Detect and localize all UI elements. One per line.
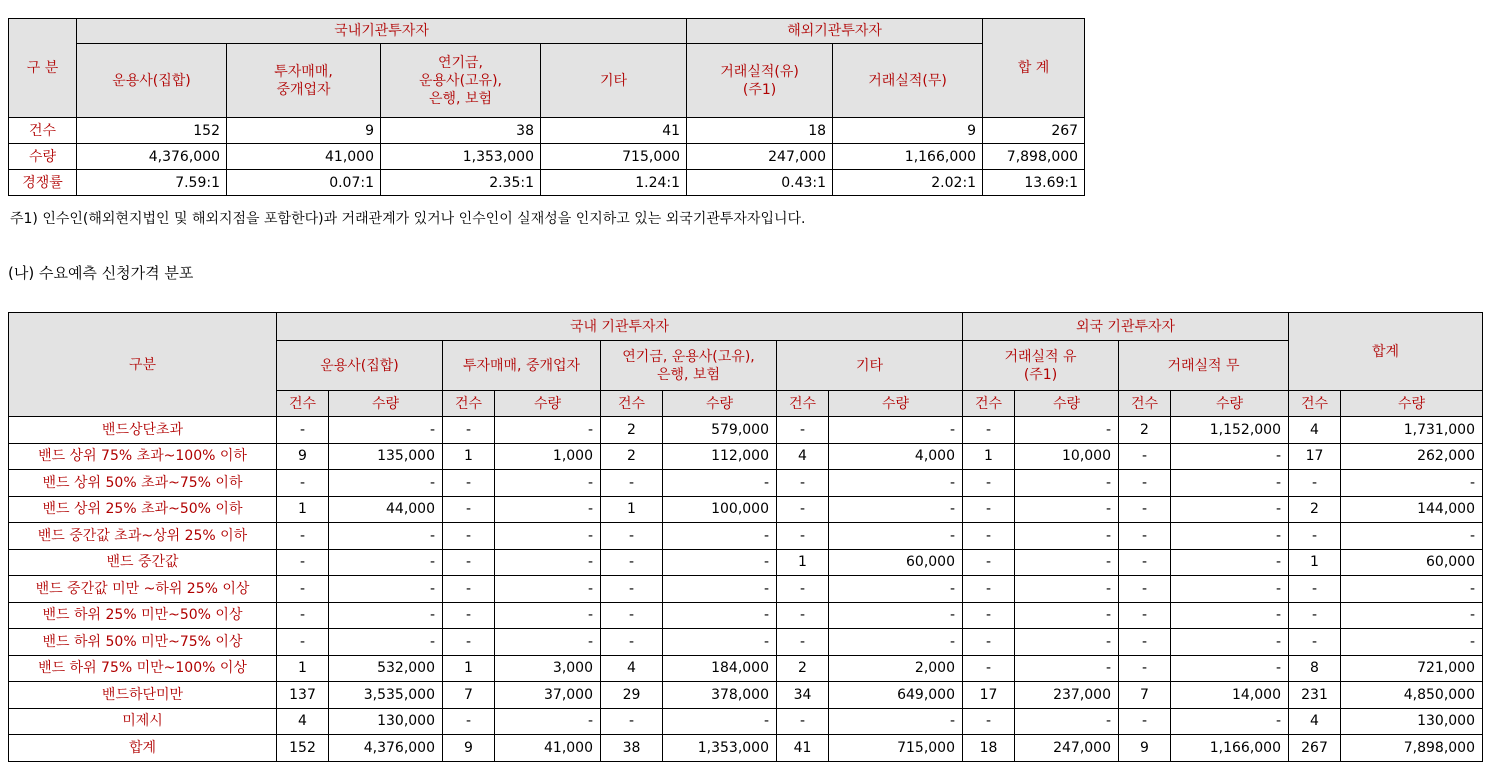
value-cell: - (1015, 629, 1119, 656)
value-cell: - (277, 602, 329, 629)
value-cell: - (1289, 523, 1341, 550)
value-cell: 0.07:1 (227, 170, 381, 196)
value-cell: 267 (983, 118, 1085, 144)
value-cell: - (1119, 549, 1171, 576)
header-line: 투자매매, (274, 63, 333, 80)
value-cell: 1.24:1 (541, 170, 687, 196)
value-cell: - (829, 708, 963, 735)
value-cell: - (829, 523, 963, 550)
value-cell: 38 (381, 118, 541, 144)
price-distribution-table (8, 312, 1483, 762)
value-cell: - (1015, 549, 1119, 576)
header-line: 은행, 보험 (657, 366, 720, 383)
value-cell: 2,000 (829, 655, 963, 682)
value-cell: - (1171, 470, 1289, 497)
row-label: 밴드 중간값 미만 ~하위 25% 이상 (9, 576, 277, 603)
value-cell: 579,000 (663, 417, 777, 444)
value-cell: 184,000 (663, 655, 777, 682)
row-label: 건수 (9, 118, 77, 144)
value-cell: 247,000 (1015, 735, 1119, 762)
value-cell: - (443, 708, 495, 735)
value-cell: - (663, 470, 777, 497)
header-qty: 수량 (1015, 391, 1119, 417)
value-cell: 7,898,000 (1341, 735, 1483, 762)
value-cell: 1 (777, 549, 829, 576)
value-cell: - (829, 417, 963, 444)
value-cell: - (1119, 576, 1171, 603)
header-line: 연기금, 운용사(고유), (622, 348, 755, 365)
header-foreign-investors: 해외기관투자자 (687, 19, 983, 44)
value-cell: - (777, 470, 829, 497)
table-row (9, 549, 1483, 576)
value-cell: - (443, 523, 495, 550)
value-cell: - (663, 629, 777, 656)
value-cell: 9 (443, 735, 495, 762)
header-line: 거래실적(유) (720, 63, 799, 80)
value-cell: 237,000 (1015, 682, 1119, 709)
header-gubun: 구분 (9, 313, 277, 417)
row-label: 밴드 상위 50% 초과~75% 이하 (9, 470, 277, 497)
header-line: (주1) (1023, 366, 1058, 383)
value-cell: 4 (277, 708, 329, 735)
value-cell: 4 (1289, 708, 1341, 735)
value-cell: 152 (277, 735, 329, 762)
value-cell: - (829, 496, 963, 523)
value-cell: 4 (1289, 417, 1341, 444)
value-cell: - (443, 629, 495, 656)
value-cell: 9 (277, 443, 329, 470)
value-cell: - (1341, 470, 1483, 497)
value-cell: 1 (277, 655, 329, 682)
row-label: 밴드 상위 75% 초과~100% 이하 (9, 443, 277, 470)
header-group-4 (963, 341, 1119, 391)
row-label: 밴드 중간값 (9, 549, 277, 576)
value-cell: 7 (443, 682, 495, 709)
value-cell: 38 (601, 735, 663, 762)
header-domestic-investors: 국내 기관투자자 (277, 313, 963, 341)
value-cell: 2.35:1 (381, 170, 541, 196)
value-cell: - (443, 602, 495, 629)
value-cell: - (329, 602, 443, 629)
value-cell: - (777, 629, 829, 656)
value-cell: - (1171, 523, 1289, 550)
value-cell: - (1015, 470, 1119, 497)
header-sub-3 (541, 44, 687, 118)
value-cell: 41 (541, 118, 687, 144)
footnote: 주1) 인수인(해외현지법인 및 해외지점을 포함한다)과 거래관계가 있거나 인수인이 실재성을 인지하고 있는 외국기관투자자입니다. (10, 211, 806, 227)
value-cell: - (1171, 602, 1289, 629)
value-cell: - (495, 602, 601, 629)
value-cell: 9 (227, 118, 381, 144)
header-line: 운용사(집합) (320, 357, 399, 374)
value-cell: - (329, 629, 443, 656)
section-title: (나) 수요예측 신청가격 분포 (8, 264, 194, 282)
value-cell: - (329, 549, 443, 576)
value-cell: - (1119, 602, 1171, 629)
value-cell: - (1289, 629, 1341, 656)
value-cell: - (1341, 602, 1483, 629)
header-count: 건수 (963, 391, 1015, 417)
header-sub-1 (227, 44, 381, 118)
value-cell: 1 (1289, 549, 1341, 576)
value-cell: 34 (777, 682, 829, 709)
table-row (9, 682, 1483, 709)
value-cell: 41,000 (495, 735, 601, 762)
value-cell: - (1171, 708, 1289, 735)
value-cell: 2 (1289, 496, 1341, 523)
value-cell: 41,000 (227, 144, 381, 170)
table-row (9, 170, 1085, 196)
value-cell: - (963, 417, 1015, 444)
table-row (9, 576, 1483, 603)
table-row (9, 708, 1483, 735)
value-cell: - (777, 576, 829, 603)
value-cell: - (277, 523, 329, 550)
table-row (9, 417, 1483, 444)
value-cell: 137 (277, 682, 329, 709)
table-row (9, 496, 1483, 523)
header-qty: 수량 (829, 391, 963, 417)
value-cell: 4,376,000 (77, 144, 227, 170)
value-cell: - (777, 602, 829, 629)
value-cell: 2 (601, 443, 663, 470)
value-cell: - (495, 549, 601, 576)
header-total: 합계 (1289, 313, 1483, 391)
value-cell: 144,000 (1341, 496, 1483, 523)
value-cell: - (601, 549, 663, 576)
header-group-2 (601, 341, 777, 391)
value-cell: - (495, 470, 601, 497)
value-cell: - (1119, 523, 1171, 550)
value-cell: 135,000 (329, 443, 443, 470)
value-cell: 1,353,000 (663, 735, 777, 762)
value-cell: 378,000 (663, 682, 777, 709)
value-cell: 4 (777, 443, 829, 470)
value-cell: - (443, 549, 495, 576)
header-sub-5 (833, 44, 983, 118)
value-cell: - (443, 576, 495, 603)
header-qty: 수량 (329, 391, 443, 417)
value-cell: - (1119, 655, 1171, 682)
competition-summary-table (8, 18, 1085, 196)
value-cell: 1,166,000 (833, 144, 983, 170)
value-cell: - (277, 470, 329, 497)
value-cell: - (1341, 576, 1483, 603)
value-cell: - (1289, 576, 1341, 603)
table-row (9, 144, 1085, 170)
value-cell: - (1171, 443, 1289, 470)
value-cell: 1 (277, 496, 329, 523)
header-count: 건수 (1119, 391, 1171, 417)
value-cell: - (329, 523, 443, 550)
value-cell: - (1015, 655, 1119, 682)
value-cell: 2 (601, 417, 663, 444)
value-cell: 1,152,000 (1171, 417, 1289, 444)
value-cell: 18 (963, 735, 1015, 762)
value-cell: - (1015, 417, 1119, 444)
value-cell: 13.69:1 (983, 170, 1085, 196)
value-cell: 4,850,000 (1341, 682, 1483, 709)
value-cell: - (495, 708, 601, 735)
value-cell: - (663, 602, 777, 629)
value-cell: - (601, 523, 663, 550)
value-cell: - (277, 549, 329, 576)
value-cell: - (963, 708, 1015, 735)
row-label: 밴드 상위 25% 초과~50% 이하 (9, 496, 277, 523)
value-cell: 18 (687, 118, 833, 144)
value-cell: - (829, 629, 963, 656)
value-cell: 4,000 (829, 443, 963, 470)
value-cell: - (663, 523, 777, 550)
header-qty: 수량 (663, 391, 777, 417)
value-cell: 721,000 (1341, 655, 1483, 682)
row-label: 합계 (9, 735, 277, 762)
value-cell: - (829, 470, 963, 497)
row-label: 밴드 하위 50% 미만~75% 이상 (9, 629, 277, 656)
value-cell: - (601, 470, 663, 497)
value-cell: 262,000 (1341, 443, 1483, 470)
value-cell: - (963, 655, 1015, 682)
row-label: 미제시 (9, 708, 277, 735)
value-cell: 14,000 (1171, 682, 1289, 709)
header-sub-2 (381, 44, 541, 118)
value-cell: 152 (77, 118, 227, 144)
value-cell: - (663, 708, 777, 735)
value-cell: 1,000 (495, 443, 601, 470)
row-label: 밴드 하위 25% 미만~50% 이상 (9, 602, 277, 629)
row-label: 밴드하단미만 (9, 682, 277, 709)
header-group-1 (443, 341, 601, 391)
value-cell: - (277, 576, 329, 603)
value-cell: 2 (777, 655, 829, 682)
value-cell: 3,535,000 (329, 682, 443, 709)
value-cell: 130,000 (1341, 708, 1483, 735)
value-cell: - (443, 496, 495, 523)
value-cell: 3,000 (495, 655, 601, 682)
value-cell: - (1119, 496, 1171, 523)
value-cell: 715,000 (829, 735, 963, 762)
value-cell: - (329, 470, 443, 497)
table-row (9, 602, 1483, 629)
row-label: 밴드 중간값 초과~상위 25% 이하 (9, 523, 277, 550)
value-cell: - (601, 708, 663, 735)
table-row (9, 735, 1483, 762)
value-cell: 112,000 (663, 443, 777, 470)
value-cell: - (1171, 549, 1289, 576)
value-cell: 267 (1289, 735, 1341, 762)
table-row (9, 443, 1483, 470)
value-cell: - (1171, 496, 1289, 523)
value-cell: - (1289, 470, 1341, 497)
header-sub-0 (77, 44, 227, 118)
header-qty: 수량 (1171, 391, 1289, 417)
value-cell: - (777, 417, 829, 444)
value-cell: 715,000 (541, 144, 687, 170)
value-cell: 247,000 (687, 144, 833, 170)
value-cell: - (963, 470, 1015, 497)
value-cell: - (495, 496, 601, 523)
value-cell: - (963, 523, 1015, 550)
value-cell: - (963, 629, 1015, 656)
row-label: 경쟁률 (9, 170, 77, 196)
value-cell: 1 (963, 443, 1015, 470)
value-cell: - (329, 576, 443, 603)
value-cell: - (1289, 602, 1341, 629)
header-line: 중개업자 (276, 81, 331, 98)
value-cell: - (663, 549, 777, 576)
header-sub-4 (687, 44, 833, 118)
value-cell: 1,353,000 (381, 144, 541, 170)
value-cell: 100,000 (663, 496, 777, 523)
value-cell: 44,000 (329, 496, 443, 523)
value-cell: - (1171, 655, 1289, 682)
value-cell: - (1119, 708, 1171, 735)
value-cell: 37,000 (495, 682, 601, 709)
header-line: 거래실적 무 (1167, 357, 1240, 374)
value-cell: - (1015, 523, 1119, 550)
value-cell: 4,376,000 (329, 735, 443, 762)
table-row (9, 118, 1085, 144)
value-cell: 649,000 (829, 682, 963, 709)
value-cell: 2 (1119, 417, 1171, 444)
header-total: 합 계 (983, 19, 1085, 118)
value-cell: 0.43:1 (687, 170, 833, 196)
value-cell: - (963, 549, 1015, 576)
header-qty: 수량 (495, 391, 601, 417)
value-cell: - (601, 602, 663, 629)
value-cell: - (1171, 576, 1289, 603)
value-cell: 130,000 (329, 708, 443, 735)
value-cell: 17 (1289, 443, 1341, 470)
value-cell: - (495, 417, 601, 444)
row-label: 수량 (9, 144, 77, 170)
value-cell: 231 (1289, 682, 1341, 709)
value-cell: 10,000 (1015, 443, 1119, 470)
header-count: 건수 (777, 391, 829, 417)
value-cell: 60,000 (829, 549, 963, 576)
value-cell: - (495, 523, 601, 550)
value-cell: 532,000 (329, 655, 443, 682)
value-cell: - (963, 576, 1015, 603)
value-cell: 41 (777, 735, 829, 762)
value-cell: - (963, 602, 1015, 629)
header-line: (주1) (742, 81, 777, 98)
value-cell: 1 (443, 443, 495, 470)
row-label: 밴드상단초과 (9, 417, 277, 444)
header-group-5 (1119, 341, 1289, 391)
header-line: 거래실적(무) (868, 72, 947, 89)
value-cell: 1 (443, 655, 495, 682)
value-cell: - (329, 417, 443, 444)
value-cell: - (777, 523, 829, 550)
header-count: 건수 (277, 391, 329, 417)
header-line: 운용사(집합) (112, 72, 191, 89)
value-cell: - (1015, 708, 1119, 735)
value-cell: - (1015, 602, 1119, 629)
table-row (9, 629, 1483, 656)
header-count: 건수 (601, 391, 663, 417)
header-line: 기타 (599, 72, 628, 89)
value-cell: - (495, 576, 601, 603)
header-gubun: 구 분 (9, 19, 77, 118)
header-line: 투자매매, 중개업자 (462, 357, 581, 374)
value-cell: - (963, 496, 1015, 523)
table-row (9, 655, 1483, 682)
value-cell: 29 (601, 682, 663, 709)
value-cell: 9 (833, 118, 983, 144)
value-cell: - (601, 576, 663, 603)
header-line: 기타 (855, 357, 884, 374)
header-count: 건수 (1289, 391, 1341, 417)
value-cell: - (1341, 629, 1483, 656)
header-line: 운용사(고유), (419, 72, 502, 89)
row-label: 밴드 하위 75% 미만~100% 이상 (9, 655, 277, 682)
value-cell: - (777, 708, 829, 735)
value-cell: - (1119, 470, 1171, 497)
value-cell: 7.59:1 (77, 170, 227, 196)
value-cell: - (663, 576, 777, 603)
value-cell: - (495, 629, 601, 656)
header-qty: 수량 (1341, 391, 1483, 417)
value-cell: - (601, 629, 663, 656)
value-cell: - (277, 417, 329, 444)
header-line: 연기금, (437, 54, 484, 71)
value-cell: 1,166,000 (1171, 735, 1289, 762)
header-group-0 (277, 341, 443, 391)
table-row (9, 470, 1483, 497)
value-cell: - (443, 470, 495, 497)
value-cell: - (1171, 629, 1289, 656)
value-cell: 4 (601, 655, 663, 682)
value-cell: - (1015, 496, 1119, 523)
header-line: 은행, 보험 (429, 90, 492, 107)
value-cell: - (1119, 443, 1171, 470)
value-cell: - (1341, 523, 1483, 550)
value-cell: - (1015, 576, 1119, 603)
value-cell: 60,000 (1341, 549, 1483, 576)
header-domestic-investors: 국내기관투자자 (77, 19, 687, 44)
value-cell: - (1119, 629, 1171, 656)
value-cell: 1 (601, 496, 663, 523)
header-group-3 (777, 341, 963, 391)
value-cell: - (777, 496, 829, 523)
value-cell: 7 (1119, 682, 1171, 709)
value-cell: - (829, 602, 963, 629)
header-line: 거래실적 유 (1004, 348, 1077, 365)
header-count: 건수 (443, 391, 495, 417)
value-cell: - (829, 576, 963, 603)
value-cell: 17 (963, 682, 1015, 709)
value-cell: 9 (1119, 735, 1171, 762)
value-cell: - (443, 417, 495, 444)
value-cell: 1,731,000 (1341, 417, 1483, 444)
header-foreign-investors: 외국 기관투자자 (963, 313, 1289, 341)
value-cell: 2.02:1 (833, 170, 983, 196)
value-cell: - (277, 629, 329, 656)
value-cell: 7,898,000 (983, 144, 1085, 170)
table-row (9, 523, 1483, 550)
value-cell: 8 (1289, 655, 1341, 682)
